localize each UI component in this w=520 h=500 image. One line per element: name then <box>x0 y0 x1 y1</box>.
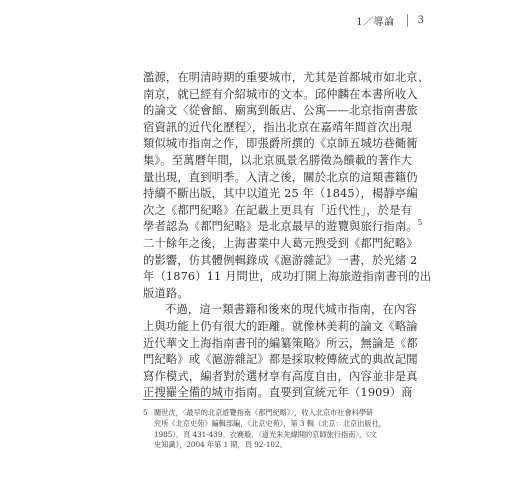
paragraph-1 <box>143 70 432 302</box>
header-divider <box>407 14 408 27</box>
footnote-line: 究所《北京史苑》編輯部編，《北京史苑》，第 3 輯（北京：北京出版社， <box>154 418 386 428</box>
text-line: 二十餘年之後，上海書業中人葛元煦受到《都門紀略》 <box>143 236 418 250</box>
footnote-rule <box>143 399 233 400</box>
footnote-number: 5 <box>143 408 148 417</box>
text-line: 次之《都門紀略》在記載上更具有「近代性」，於是有 <box>143 203 413 217</box>
text-line: 近代華文上海指南書刊的編纂策略》所云，無論是《都 <box>143 336 418 350</box>
footnote-line <box>143 408 388 419</box>
text-line: 持續不斷出版，其中以道光 25 年（1845），楊靜亭編 <box>143 187 418 201</box>
text-line: 寫作模式，編者對於選材享有高度自由，內容並非是真 <box>143 369 418 383</box>
text-line: 類似城市指南之作，即張爵所撰的《京師五城坊巷衚衕 <box>143 137 418 151</box>
text-segment: 學者認為《都門紀略》是北京最早的遊覽與旅行指南。 <box>143 220 418 234</box>
text-line: 上與功能上仍有很大的距離。就像林美莉的論文《略論 <box>143 319 418 333</box>
footnote-text: 關世沈，〈最早的北京遊覽指南《都門紀略》〉，收入北京市社會科學研 <box>154 408 374 417</box>
text-line: 量出現，直到明季。入清之後，關於北京的這類書籍仍 <box>143 170 418 184</box>
text-line: 不過，這一類書籍和後來的現代城市指南，在內容 <box>165 303 417 317</box>
body-text <box>143 70 432 402</box>
text-line: 集》。至萬曆年間，以北京風景名勝徵為饋載的著作大 <box>143 153 413 167</box>
running-header <box>356 13 424 28</box>
text-line-with-footnote-ref <box>143 219 423 236</box>
footnote-reference[interactable]: 5 <box>417 219 423 228</box>
running-title: 1／導論 <box>356 17 395 28</box>
text-line: 的論文〈從會館、廟寓到飯店、公寓——北京指南書旅 <box>143 104 418 118</box>
paragraph-2 <box>143 302 418 402</box>
text-line: 年（1876）11 月問世，成功打開上海旅遊指南書刊的出 <box>143 270 432 284</box>
footnote-line: 史知識》，2004 年第 1 期，頁 92-102。 <box>154 440 287 450</box>
footnote <box>143 408 388 451</box>
page-number: 3 <box>417 15 424 26</box>
text-line: 正搜羅全備的城市指南。直要到宣統元年（1909）商 <box>143 386 413 400</box>
text-line: 的影響，仿其體例輯錄成《滬游雜記》一書，於光緒 2 <box>143 253 418 267</box>
footnote-line: 1985），頁 431-439。衣賽璇，〈道光朱先緯開的京師旅行指南〉，《文 <box>154 429 377 439</box>
text-line: 門紀略》或《滬游雜記》都是採取較傳統式的典故記聞 <box>143 353 418 367</box>
text-line: 南京，就已經有介紹城市的文本。邱仲麟在本書所收入 <box>143 87 418 101</box>
text-line: 濫源，在明清時期的重要城市，尤其是首都城市如北京、 <box>143 71 430 84</box>
text-line: 版道路。 <box>143 286 189 300</box>
text-line: 宿資訊的近代化歷程〉，指出北京在嘉靖年間首次出現 <box>143 120 413 134</box>
